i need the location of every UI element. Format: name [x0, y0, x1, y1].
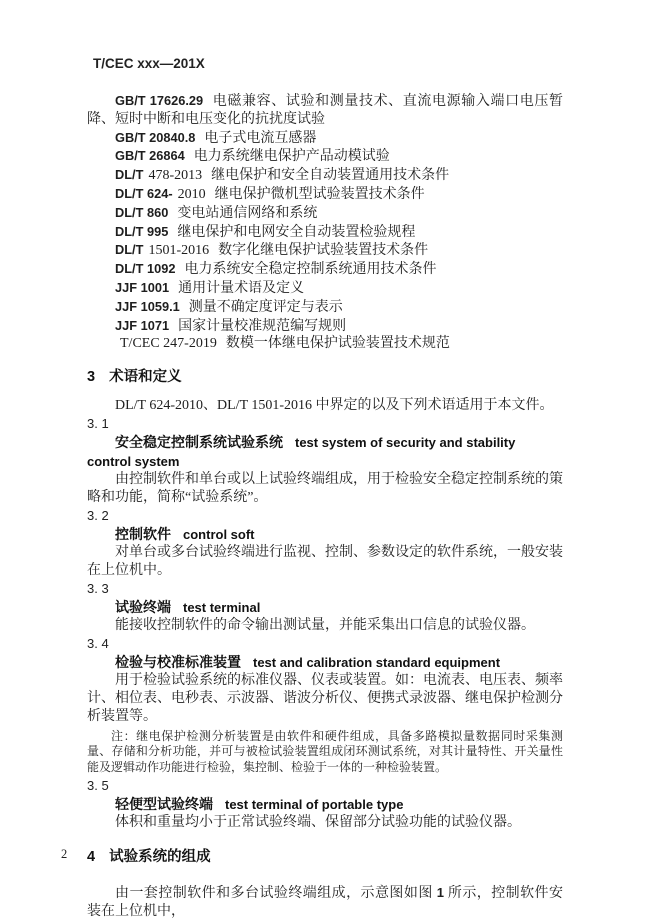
term-heading: [87, 653, 563, 672]
term-block: [87, 580, 563, 635]
section-3-intro: DL/T 624-2010、DL/T 1501-2016 中界定的以及下列术语适用于本文件。: [115, 398, 554, 414]
standard-code-year: T/CEC 247-2019: [120, 336, 217, 352]
term-zh: 检验与校准标准装置: [115, 653, 241, 670]
section-title: 术语和定义: [109, 369, 182, 386]
standard-code: DL/T 624-: [115, 185, 173, 201]
standard-title: 继电保护和安全自动装置通用技术条件: [211, 168, 450, 184]
term-en: test and calibration standard equipment: [253, 654, 501, 670]
reference-item: [87, 166, 563, 185]
term-zh: 控制软件: [115, 525, 171, 542]
term-definition: 对单台或多台试验终端进行监视、控制、参数设定的软件系统，一般安装在上位机中。: [87, 544, 563, 578]
standard-title: 电子式电流互感器: [204, 130, 317, 146]
term-block: [87, 415, 563, 507]
figure-reference: 1: [436, 885, 444, 901]
term-block: [87, 635, 563, 776]
section-number: 3: [87, 369, 96, 386]
standard-code: DL/T: [115, 242, 144, 258]
term-definition: 能接收控制软件的命令输出测试量，并能采集出口信息的试验仪器。: [115, 617, 535, 633]
standard-title: 电力系统继电保护产品动模试验: [193, 149, 390, 165]
standard-code: JJF 1001: [115, 279, 170, 295]
reference-item: [87, 335, 563, 353]
term-block: [87, 507, 563, 580]
term-heading: [87, 598, 563, 617]
reference-item: [87, 279, 563, 298]
section-4-heading: [87, 848, 563, 866]
page-header-standard-number: T/CEC xxx—201X: [93, 56, 205, 71]
standard-code: GB/T 17626.29: [115, 93, 204, 108]
standard-code-year: 2010: [177, 186, 206, 202]
term-definition: 由控制软件和单台或以上试验终端组成，用于检验安全稳定控制系统的策略和功能，简称“试验系统”。: [87, 471, 563, 505]
reference-item: [87, 204, 563, 223]
reference-item: [87, 223, 563, 242]
term-en: test terminal of portable type: [225, 797, 404, 813]
reference-item: [87, 317, 563, 336]
standard-title: 电力系统安全稳定控制系统通用技术条件: [184, 262, 437, 278]
term-number: 3. 3: [87, 580, 109, 596]
standard-code-year: 478-2013: [148, 168, 203, 184]
section-4-paragraph: [87, 884, 563, 919]
standard-code: DL/T 860: [115, 204, 169, 220]
reference-item: [87, 92, 563, 129]
reference-item: [87, 260, 563, 279]
standard-title: 变电站通信网络和系统: [177, 205, 318, 221]
term-number: 3. 1: [87, 415, 109, 431]
term-heading: [87, 795, 563, 814]
term-block: [87, 777, 563, 832]
standard-code: DL/T 995: [115, 223, 169, 239]
term-number: 3. 2: [87, 507, 109, 523]
paragraph-text: 所示，控制软件安装在上位机中，: [87, 886, 564, 919]
term-note: 注：继电保护检测分析装置是由软件和硬件组成，具备多路模拟量数据同时采集测量、存储和分析功能，并可与被检试验装置组成闭环测试系统，对其计量特性、开关量性能及逻辑动作功能进行检验，集控制、检验于一体的一种检验装置。: [87, 728, 563, 774]
term-heading: [87, 433, 563, 471]
standard-code: GB/T 26864: [115, 148, 185, 164]
reference-item: [87, 185, 563, 204]
term-number: 3. 4: [87, 635, 109, 651]
section-3-heading: [87, 368, 563, 386]
standard-title: 国家计量校准规范编写规则: [178, 318, 347, 334]
term-en: test terminal: [183, 599, 261, 615]
reference-item: [87, 241, 563, 260]
standard-code-year: 1501-2016: [148, 243, 210, 259]
standard-title: 测量不确定度评定与表示: [188, 299, 343, 315]
term-zh: 安全稳定控制系统试验系统: [115, 433, 283, 450]
term-number: 3. 5: [87, 778, 109, 794]
standard-code: DL/T: [115, 167, 144, 183]
standard-title: 数字化继电保护试验装置技术条件: [218, 243, 429, 259]
reference-item: [87, 147, 563, 166]
term-zh: 试验终端: [115, 598, 171, 615]
term-heading: [87, 525, 563, 544]
page-content: [0, 71, 650, 919]
term-en: test system of security and stability control system: [87, 434, 516, 469]
term-zh: 轻便型试验终端: [115, 796, 213, 813]
term-definition: 用于检验试验系统的标准仪器、仪表或装置。如：电流表、电压表、频率计、相位表、电秒表、示波器、谐波分析仪、便携式录波器、继电保护检测分析装置等。: [87, 672, 563, 724]
term-definition: 体积和重量均小于正常试验终端、保留部分试验功能的试验仪器。: [115, 815, 521, 831]
section-number: 4: [87, 849, 96, 866]
standard-code: JJF 1071: [115, 317, 170, 333]
standard-title: 继电保护和电网安全自动装置检验规程: [177, 224, 416, 240]
standard-title: 继电保护微机型试验装置技术条件: [214, 186, 425, 202]
standard-title: 电磁兼容、试验和测量技术、直流电源输入端口电压暂降、短时中断和电压变化的抗扰度试验: [87, 94, 564, 127]
section-title: 试验系统的组成: [109, 849, 211, 866]
reference-item: [87, 298, 563, 317]
standard-title: 数模一体继电保护试验装置技术规范: [225, 336, 450, 352]
reference-item: [87, 129, 563, 148]
term-en: control soft: [183, 526, 255, 542]
standard-code: DL/T 1092: [115, 261, 176, 277]
standard-code: JJF 1059.1: [115, 298, 180, 314]
standard-title: 通用计量术语及定义: [178, 280, 305, 296]
paragraph-text: 由一套控制软件和多台试验终端组成，示意图如图: [115, 886, 437, 902]
page-number: 2: [61, 847, 68, 861]
standard-code: GB/T 20840.8: [115, 129, 196, 145]
